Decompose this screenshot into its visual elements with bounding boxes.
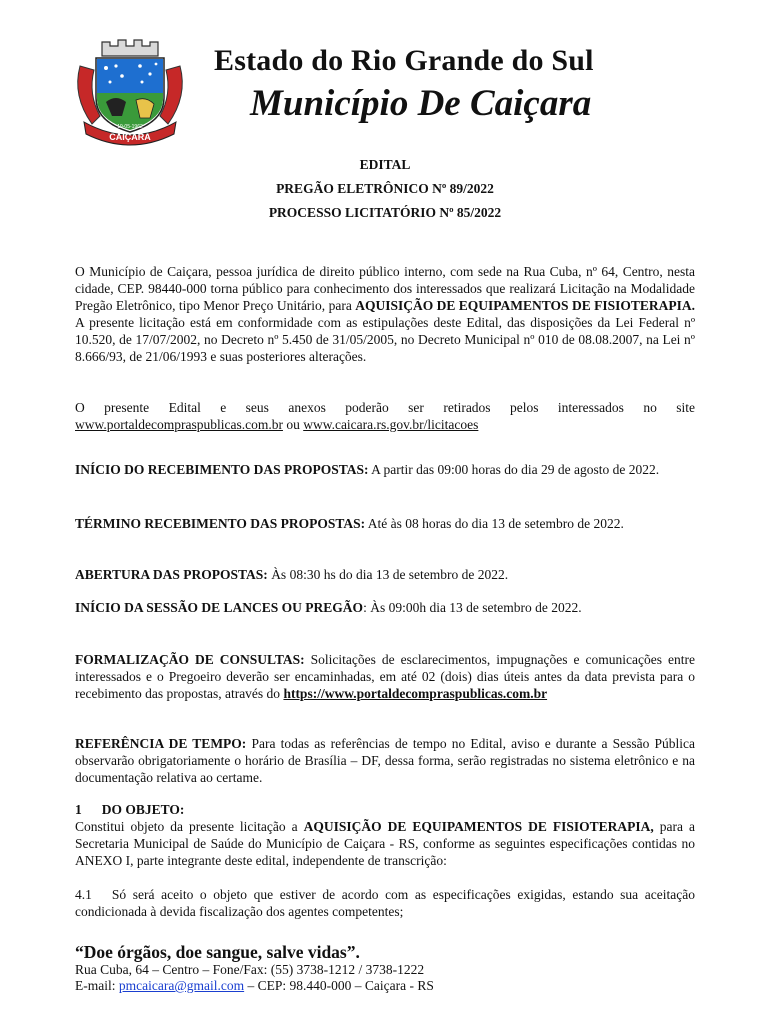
intro-text-continued: A presente licitação está em conformidade com as estipulações deste Edital, das disposições da Lei Federal nº 10.520, de 17/07/2002, no Decreto nº 5.450 de 31/05/2005, no Decreto Municipal nº 010 de 08.08.2007, na Lei nº 8.666/93, de 21/06/1993 e suas posteriores alterações. bbox=[75, 315, 695, 364]
processo-heading: PROCESSO LICITATÓRIO Nº 85/2022 bbox=[268, 205, 502, 220]
intro-paragraph bbox=[75, 263, 695, 365]
footer-address: Rua Cuba, 64 – Centro – Fone/Fax: (55) 3738-1212 / 3738-1222 bbox=[75, 962, 425, 977]
objeto-number: 1 bbox=[75, 802, 82, 817]
objeto-bold: AQUISIÇÃO DE EQUIPAMENTOS DE FISIOTERAPIA, bbox=[303, 819, 654, 834]
sessao-label: INÍCIO DA SESSÃO DE LANCES OU PREGÃO bbox=[75, 600, 364, 615]
intro-object-bold: AQUISIÇÃO DE EQUIPAMENTOS DE FISIOTERAPIA. bbox=[355, 298, 695, 313]
state-title: Estado do Rio Grande do Sul bbox=[214, 44, 594, 77]
objeto-item-paragraph bbox=[75, 886, 695, 920]
footer-email-link[interactable]: pmcaicara@gmail.com bbox=[118, 978, 245, 993]
inicio-label: INÍCIO DO RECEBIMENTO DAS PROPOSTAS: bbox=[75, 462, 369, 477]
formalizacao-paragraph bbox=[75, 651, 695, 702]
formalizacao-portal-link[interactable]: https://www.portaldecompraspublicas.com.br bbox=[283, 686, 548, 701]
objeto-text: Constitui objeto da presente licitação a bbox=[75, 819, 304, 834]
footer-cep: – CEP: 98.440-000 – Caiçara - RS bbox=[244, 978, 434, 993]
caicara-site-link[interactable]: www.caicara.rs.gov.br/licitacoes bbox=[303, 417, 479, 432]
portal-link[interactable]: www.portaldecompraspublicas.com.br bbox=[75, 417, 283, 432]
crest-date-text: 19-05-1962 bbox=[117, 124, 143, 130]
edital-heading: EDITAL bbox=[359, 157, 411, 172]
availability-paragraph bbox=[75, 399, 695, 433]
termino-text: Até às 08 horas do dia 13 de setembro de 2022. bbox=[365, 516, 624, 531]
objeto-paragraph bbox=[75, 818, 695, 869]
formalizacao-label: FORMALIZAÇÃO DE CONSULTAS: bbox=[75, 652, 305, 667]
termino-paragraph bbox=[75, 515, 695, 532]
referencia-label: REFERÊNCIA DE TEMPO: bbox=[75, 736, 247, 751]
inicio-text: A partir das 09:00 horas do dia 29 de agosto de 2022. bbox=[368, 462, 660, 477]
objeto-item-text: Só será aceito o objeto que estiver de acordo com as especificações exigidas, estando sua aceitação condicionada à devida fiscalização dos agentes competentes; bbox=[75, 887, 695, 919]
abertura-text: Às 08:30 hs do dia 13 de setembro de 2022. bbox=[267, 567, 509, 582]
abertura-label: ABERTURA DAS PROPOSTAS: bbox=[75, 567, 268, 582]
availability-separator: ou bbox=[282, 417, 304, 432]
availability-text: O presente Edital e seus anexos poderão ser retirados pelos interessados no site bbox=[75, 400, 695, 415]
termino-label: TÉRMINO RECEBIMENTO DAS PROPOSTAS: bbox=[75, 516, 366, 531]
abertura-paragraph bbox=[75, 566, 695, 583]
footer-email-prefix: E-mail: bbox=[75, 978, 119, 993]
crest-ribbon-text: CAIÇARA bbox=[109, 132, 151, 142]
footer-contact bbox=[75, 978, 434, 994]
inicio-paragraph bbox=[75, 461, 695, 478]
objeto-item-number: 4.1 bbox=[75, 887, 92, 902]
objeto-heading bbox=[75, 801, 695, 818]
referencia-paragraph bbox=[75, 735, 695, 786]
sessao-paragraph bbox=[75, 599, 695, 616]
footer-motto: “Doe órgãos, doe sangue, salve vidas”. bbox=[75, 942, 360, 962]
pregao-heading: PREGÃO ELETRÔNICO Nº 89/2022 bbox=[276, 181, 494, 196]
referencia-text: Para todas as referências de tempo no Edital, aviso e durante a Sessão Pública observarão obrigatoriamente o horário de Brasília – DF, dessa forma, serão registradas no sistema eletrônico e na documentação relativa ao certame. bbox=[75, 736, 696, 785]
formalizacao-text: Solicitações de esclarecimentos, impugnações e comunicações entre interessados e o Pregoeiro deverão ser encaminhadas, em até 02 (dois) dias úteis antes da data prevista para o recebimento das propostas, através do bbox=[75, 652, 696, 701]
sessao-text: : Às 09:00h dia 13 de setembro de 2022. bbox=[363, 600, 582, 615]
coat-of-arms-icon bbox=[70, 36, 190, 148]
intro-text: O Município de Caiçara, pessoa jurídica de direito público interno, com sede na Rua Cuba, nº 64, Centro, nesta cidade, CEP. 98440-000 torna público para conhecimento dos interessados que realizará Licitação na Modalidade Pregão Eletrônico, tipo Menor Preço Unitário, para bbox=[75, 264, 695, 313]
objeto-text-continued: para a Secretaria Municipal de Saúde do Município de Caiçara - RS, conforme as seguintes especificações contidas no ANEXO I, parte integrante deste edital, independente de transcrição: bbox=[75, 819, 696, 868]
municipality-title: Município De Caiçara bbox=[250, 83, 592, 124]
objeto-heading-text: DO OBJETO: bbox=[101, 802, 185, 817]
